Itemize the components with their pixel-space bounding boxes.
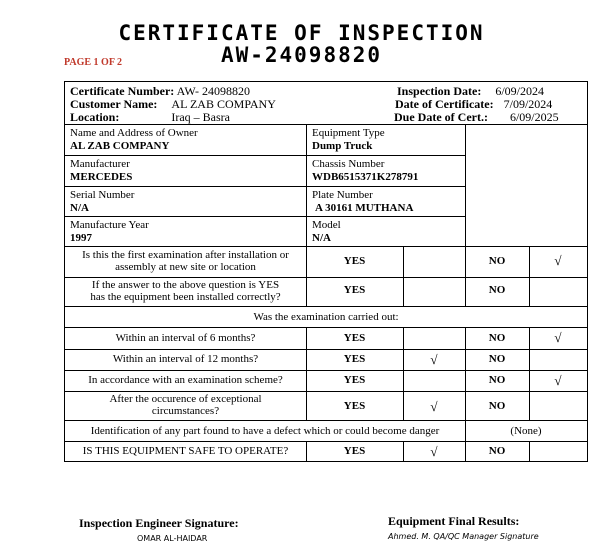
manufacturer-value: MERCEDES [70, 171, 133, 183]
question-safe-to-operate: IS THIS EQUIPMENT SAFE TO OPERATE? [82, 445, 289, 457]
manufacturer-label: Manufacturer [70, 158, 130, 170]
q6-no-label: NO [488, 400, 506, 412]
year-value: 1997 [70, 232, 92, 244]
q5-no-check: √ [554, 373, 562, 388]
owner-label: Name and Address of Owner [70, 127, 198, 139]
plate-label: Plate Number [312, 189, 373, 201]
q1-no-label: NO [488, 255, 506, 267]
inspection-date-row: Inspection Date: 6/09/2024 [397, 84, 544, 98]
q3-no-check: √ [554, 330, 562, 345]
customer-row: Customer Name: AL ZAB COMPANY [70, 97, 276, 111]
q8-yes-label: YES [343, 445, 366, 457]
q6-yes-label: YES [343, 400, 366, 412]
certificate-title: CERTIFICATE OF INSPECTION [118, 21, 485, 45]
engineer-signature: OMAR AL-HAIDAR [137, 534, 208, 543]
due-date-row: Due Date of Cert.: 6/09/2025 [394, 110, 559, 124]
equip-type-value: Dump Truck [312, 140, 373, 152]
defect-answer: (None) [510, 425, 542, 437]
question-first-exam: Is this the first examination after installation or assembly at new site or location [82, 249, 289, 273]
q3-yes-label: YES [343, 332, 366, 344]
q1-yes-label: YES [343, 255, 366, 267]
q3-no-label: NO [488, 332, 506, 344]
location-row: Location: Iraq – Basra [70, 110, 230, 124]
chassis-label: Chassis Number [312, 158, 385, 170]
q5-no-label: NO [488, 374, 506, 386]
model-value: N/A [312, 232, 331, 244]
question-6-months: Within an interval of 6 months? [115, 332, 256, 344]
plate-value: A 30161 MUTHANA [315, 202, 414, 214]
question-defect-identification: Identification of any part found to have a defect which or could become danger [90, 425, 440, 437]
q4-yes-label: YES [343, 353, 366, 365]
q4-yes-check: √ [430, 352, 438, 367]
examination-carried-out-heading: Was the examination carried out: [253, 311, 399, 323]
chassis-value: WDB6515371K278791 [312, 171, 419, 183]
certificate-number-title: AW-24098820 [220, 43, 383, 67]
q5-yes-label: YES [343, 374, 366, 386]
owner-value: AL ZAB COMPANY [70, 140, 170, 152]
year-label: Manufacture Year [70, 219, 149, 231]
inspection-table [64, 81, 588, 462]
q8-yes-check: √ [430, 444, 438, 459]
question-12-months: Within an interval of 12 months? [112, 353, 259, 365]
serial-value: N/A [70, 202, 89, 214]
question-exam-scheme: In accordance with an examination scheme? [88, 374, 283, 386]
question-installed-correctly: If the answer to the above question is YES has the equipment been installed correctly? [90, 279, 281, 303]
q4-no-label: NO [488, 353, 506, 365]
q6-yes-check: √ [430, 399, 438, 414]
cert-number-row: Certificate Number: AW- 24098820 [70, 84, 251, 98]
serial-label: Serial Number [70, 189, 135, 201]
cert-date-row: Date of Certificate: 7/09/2024 [395, 97, 553, 111]
page-label: PAGE 1 OF 2 [64, 57, 123, 68]
q2-yes-label: YES [343, 284, 366, 296]
q2-no-label: NO [488, 284, 506, 296]
qaqc-manager-signature: Ahmed. M. QA/QC Manager Signature [388, 532, 539, 541]
final-results-label: Equipment Final Results: [388, 514, 520, 528]
q8-no-label: NO [488, 445, 506, 457]
equip-type-label: Equipment Type [312, 127, 385, 139]
engineer-signature-label: Inspection Engineer Signature: [79, 516, 239, 530]
question-exceptional-circumstances: After the occurence of exceptional circumstances? [109, 393, 262, 417]
model-label: Model [312, 219, 341, 231]
q1-no-check: √ [554, 253, 562, 268]
